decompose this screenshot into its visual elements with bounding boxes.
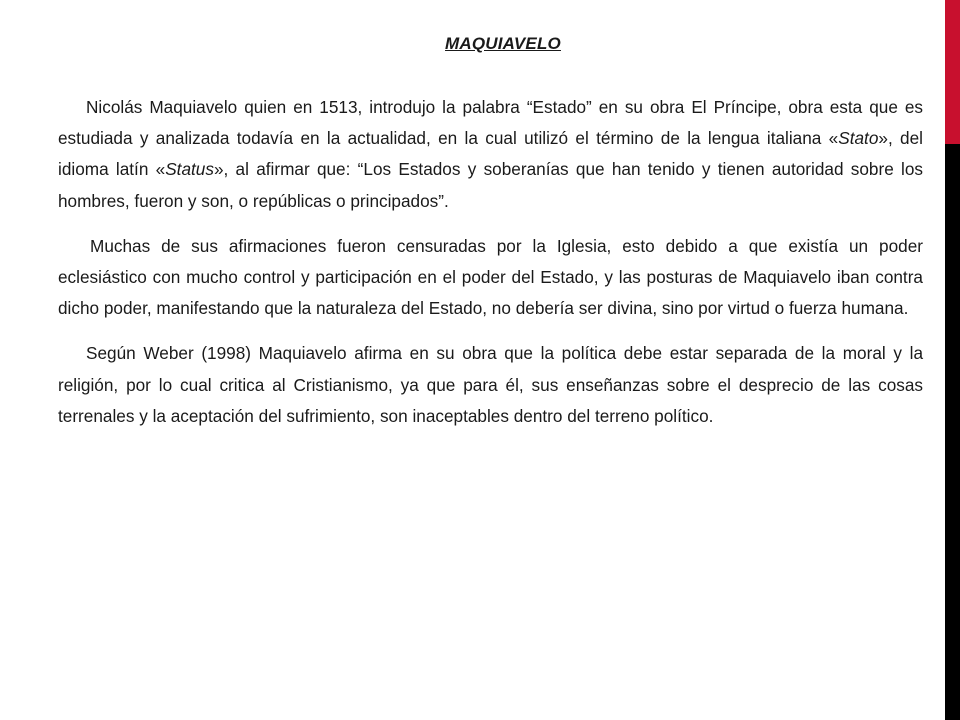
accent-bar-red bbox=[945, 0, 960, 144]
paragraph-3 bbox=[58, 338, 923, 432]
paragraph-1-text-a: Nicolás Maquiavelo quien en 1513, introdujo la palabra “Estado” en su obra El Príncipe, obra esta que es estudiada y analizada todavía en la actualidad, en la cual utilizó el término de la lengua italiana « bbox=[58, 97, 923, 149]
accent-bar-black bbox=[945, 144, 960, 720]
paragraph-1-term-status: Status bbox=[165, 159, 214, 180]
slide-title: MAQUIAVELO bbox=[445, 34, 561, 53]
body-text bbox=[58, 92, 923, 446]
paragraph-1-text-c: », al afirmar que: “Los Estados y soberanías que han tenido y tienen autoridad sobre los hombres, fueron y son, o repúblicas o principados”. bbox=[58, 159, 923, 211]
paragraph-3-text: Según Weber (1998) Maquiavelo afirma en su obra que la política debe estar separada de la moral y la religión, por lo cual critica al Cristianismo, ya que para él, sus enseñanzas sobre el desprecio de las cosas terrenales y la aceptación del sufrimiento, son inaceptables dentro del terreno político. bbox=[58, 343, 923, 426]
paragraph-2 bbox=[58, 231, 923, 325]
paragraph-1-term-stato: Stato bbox=[838, 128, 879, 149]
paragraph-2-text: Muchas de sus afirmaciones fueron censuradas por la Iglesia, esto debido a que existía un poder eclesiástico con mucho control y participación en el poder del Estado, y las posturas de Maquiavelo iban contra dicho poder, manifestando que la naturaleza del Estado, no debería ser divina, sino por virtud o fuerza humana. bbox=[58, 235, 923, 319]
paragraph-1 bbox=[58, 92, 923, 217]
paragraph-1-text-b: », del idioma latín « bbox=[58, 128, 923, 180]
